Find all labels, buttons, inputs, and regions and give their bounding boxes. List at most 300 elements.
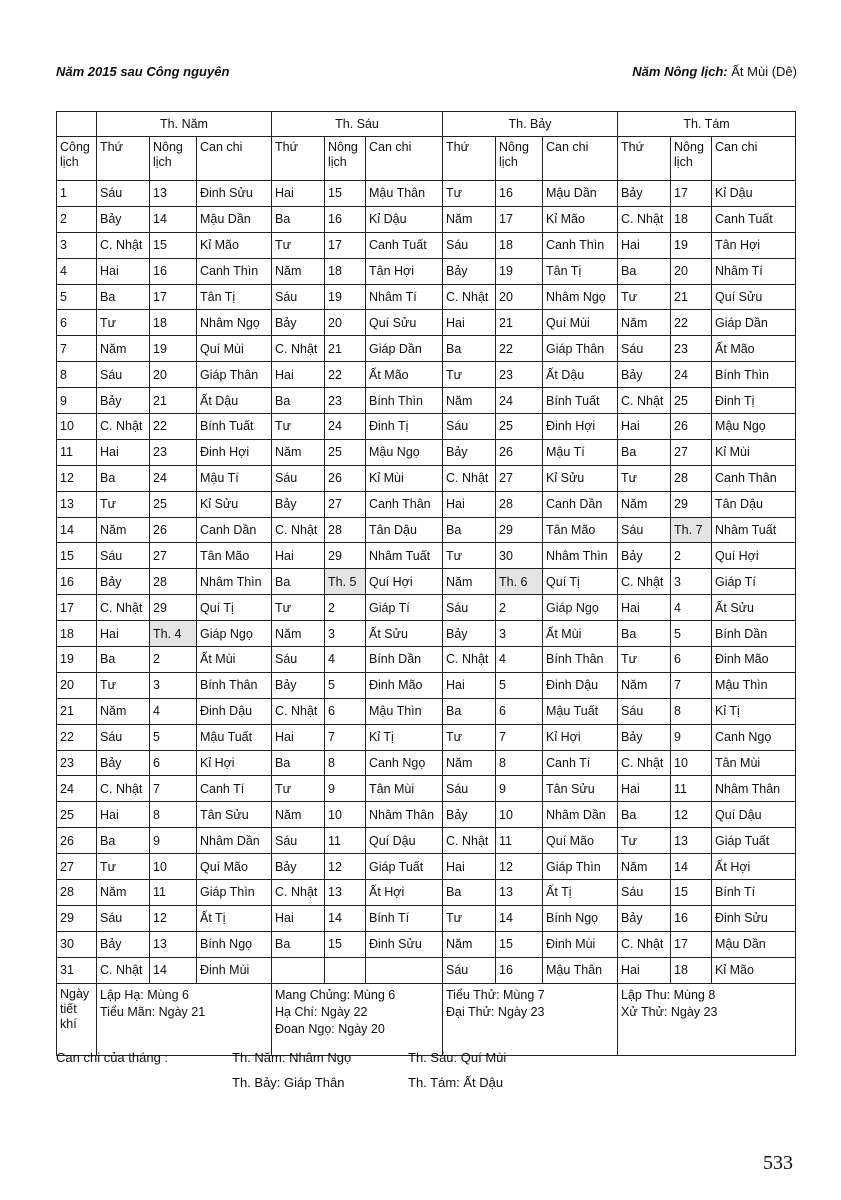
can-chi-cell: Mậu Dần xyxy=(543,181,618,207)
weekday-cell: Ba xyxy=(272,569,325,595)
lunar-day-cell: 5 xyxy=(325,672,366,698)
can-chi-header: Can chi xyxy=(543,137,618,181)
weekday-cell: Bảy xyxy=(272,672,325,698)
weekday-cell: Ba xyxy=(97,284,150,310)
calendar-table xyxy=(56,111,796,1056)
weekday-cell: Hai xyxy=(272,362,325,388)
weekday-cell: Ba xyxy=(443,336,496,362)
lunar-day-cell: 14 xyxy=(150,206,197,232)
can-chi-cell: Ất Sửu xyxy=(366,621,443,647)
weekday-cell: Tư xyxy=(618,284,671,310)
can-chi-cell: Giáp Ngọ xyxy=(543,595,618,621)
can-chi-cell: Canh Ngọ xyxy=(712,724,796,750)
lunar-day-cell: 25 xyxy=(150,491,197,517)
weekday-cell: Ba xyxy=(272,931,325,957)
weekday-cell: Ba xyxy=(97,647,150,673)
weekday-cell: Sáu xyxy=(618,698,671,724)
lunar-day-cell: 24 xyxy=(325,414,366,440)
lunar-day-header: Nông lịch xyxy=(150,137,197,181)
can-chi-cell: Nhâm Dần xyxy=(543,802,618,828)
solar-day-cell: 9 xyxy=(57,388,97,414)
table-row xyxy=(57,517,796,543)
lunar-day-cell: 11 xyxy=(150,880,197,906)
solar-day-cell: 16 xyxy=(57,569,97,595)
can-chi-cell: Quí Mão xyxy=(197,854,272,880)
can-chi-cell: Mậu Dần xyxy=(197,206,272,232)
table-row xyxy=(57,336,796,362)
can-chi-cell: Canh Tuất xyxy=(712,206,796,232)
table-row xyxy=(57,957,796,983)
lunar-day-cell: 12 xyxy=(150,905,197,931)
can-chi-cell: Kỉ Dậu xyxy=(366,206,443,232)
can-chi-cell: Bính Thìn xyxy=(366,388,443,414)
solar-day-cell: 29 xyxy=(57,905,97,931)
lunar-day-cell: 29 xyxy=(150,595,197,621)
lunar-day-cell: 13 xyxy=(150,931,197,957)
can-chi-cell: Đinh Mão xyxy=(712,647,796,673)
lunar-day-cell: 5 xyxy=(671,621,712,647)
weekday-cell: Hai xyxy=(443,854,496,880)
lunar-year-label: Năm Nông lịch: xyxy=(632,64,728,79)
can-chi-cell: Giáp Tí xyxy=(712,569,796,595)
can-chi-cell: Giáp Ngọ xyxy=(197,621,272,647)
weekday-cell: Bảy xyxy=(97,388,150,414)
solar-day-cell: 30 xyxy=(57,931,97,957)
lunar-day-cell: Th. 4 xyxy=(150,621,197,647)
can-chi-cell: Quí Sửu xyxy=(712,284,796,310)
lunar-year-value: Ất Mùi (Dê) xyxy=(731,64,797,79)
can-chi-cell: Kỉ Mùi xyxy=(712,439,796,465)
page-number: 533 xyxy=(763,1152,793,1174)
lunar-day-cell: 8 xyxy=(325,750,366,776)
can-chi-cell: Kỉ Hợi xyxy=(543,724,618,750)
lunar-day-cell: 28 xyxy=(496,491,543,517)
table-row xyxy=(57,698,796,724)
weekday-cell: Ba xyxy=(618,802,671,828)
weekday-cell: Hai xyxy=(443,310,496,336)
can-chi-cell: Kỉ Tị xyxy=(712,698,796,724)
tiet-khi-item: Lập Hạ: Mùng 6 xyxy=(100,987,189,1002)
weekday-cell: Bảy xyxy=(618,724,671,750)
weekday-cell: Sáu xyxy=(97,905,150,931)
can-chi-cell: Nhâm Ngọ xyxy=(543,284,618,310)
can-chi-header: Can chi xyxy=(366,137,443,181)
can-chi-cell: Canh Thìn xyxy=(543,232,618,258)
lunar-day-cell: 16 xyxy=(671,905,712,931)
tiet-khi-item: Đại Thử: Ngày 23 xyxy=(446,1004,545,1019)
weekday-cell: Bảy xyxy=(618,905,671,931)
weekday-cell: Bảy xyxy=(97,569,150,595)
weekday-cell: Tư xyxy=(443,905,496,931)
weekday-cell: C. Nhật xyxy=(97,232,150,258)
lunar-day-cell: 22 xyxy=(325,362,366,388)
weekday-cell: Năm xyxy=(443,388,496,414)
weekday-header: Thứ xyxy=(272,137,325,181)
solar-day-cell: 24 xyxy=(57,776,97,802)
weekday-cell: Năm xyxy=(443,931,496,957)
weekday-cell xyxy=(272,957,325,983)
month-header: Th. Sáu xyxy=(272,112,443,137)
can-chi-cell: Giáp Thân xyxy=(543,336,618,362)
weekday-cell: Ba xyxy=(272,750,325,776)
weekday-cell: Ba xyxy=(443,698,496,724)
can-chi-cell: Nhâm Thìn xyxy=(543,543,618,569)
weekday-cell: Bảy xyxy=(618,362,671,388)
weekday-cell: Năm xyxy=(618,854,671,880)
weekday-cell: C. Nhật xyxy=(443,828,496,854)
lunar-day-cell: 24 xyxy=(496,388,543,414)
lunar-day-cell: 9 xyxy=(150,828,197,854)
lunar-day-cell: 20 xyxy=(150,362,197,388)
weekday-cell: Bảy xyxy=(97,206,150,232)
column-header-row xyxy=(57,137,796,181)
lunar-day-cell: 23 xyxy=(150,439,197,465)
can-chi-cell: Đinh Tị xyxy=(712,388,796,414)
can-chi-cell: Canh Thân xyxy=(712,465,796,491)
lunar-day-cell: 6 xyxy=(325,698,366,724)
can-chi-cell: Nhâm Tuất xyxy=(712,517,796,543)
lunar-day-cell: Th. 7 xyxy=(671,517,712,543)
lunar-day-cell: 8 xyxy=(496,750,543,776)
weekday-cell: Tư xyxy=(272,595,325,621)
lunar-day-cell: 25 xyxy=(671,388,712,414)
lunar-day-cell: 7 xyxy=(325,724,366,750)
solar-day-cell: 25 xyxy=(57,802,97,828)
can-chi-cell xyxy=(366,957,443,983)
weekday-cell: Năm xyxy=(618,491,671,517)
weekday-cell: Hai xyxy=(272,905,325,931)
lunar-day-cell: 19 xyxy=(496,258,543,284)
lunar-day-cell: 14 xyxy=(496,905,543,931)
can-chi-cell: Nhâm Tuất xyxy=(366,543,443,569)
lunar-day-header: Nông lịch xyxy=(496,137,543,181)
can-chi-cell: Ất Mùi xyxy=(543,621,618,647)
can-chi-cell: Ất Dậu xyxy=(197,388,272,414)
lunar-day-cell: 29 xyxy=(671,491,712,517)
table-row xyxy=(57,362,796,388)
lunar-day-cell: 10 xyxy=(150,854,197,880)
lunar-day-cell: 13 xyxy=(150,181,197,207)
lunar-day-cell: 17 xyxy=(671,931,712,957)
table-row xyxy=(57,672,796,698)
lunar-day-cell: 28 xyxy=(671,465,712,491)
table-row xyxy=(57,465,796,491)
lunar-day-cell: 29 xyxy=(325,543,366,569)
solar-day-cell: 20 xyxy=(57,672,97,698)
lunar-day-cell: 17 xyxy=(325,232,366,258)
lunar-day-cell: 26 xyxy=(671,414,712,440)
lunar-day-cell: 28 xyxy=(325,517,366,543)
lunar-day-cell: 4 xyxy=(496,647,543,673)
can-chi-cell: Nhâm Thân xyxy=(712,776,796,802)
lunar-day-cell: 17 xyxy=(671,181,712,207)
solar-day-cell: 6 xyxy=(57,310,97,336)
weekday-cell: Ba xyxy=(618,258,671,284)
can-chi-cell: Tân Hợi xyxy=(712,232,796,258)
tiet-khi-item: Hạ Chí: Ngày 22 xyxy=(275,1004,368,1019)
tiet-khi-item: Mang Chủng: Mùng 6 xyxy=(275,987,396,1002)
lunar-day-cell: 5 xyxy=(496,672,543,698)
lunar-day-cell: 23 xyxy=(325,388,366,414)
weekday-cell: Năm xyxy=(97,880,150,906)
can-chi-cell: Mậu Tí xyxy=(543,439,618,465)
can-chi-cell: Đinh Dậu xyxy=(197,698,272,724)
weekday-cell: C. Nhật xyxy=(618,931,671,957)
solar-day-cell: 4 xyxy=(57,258,97,284)
lunar-day-cell: 4 xyxy=(325,647,366,673)
table-row xyxy=(57,439,796,465)
can-chi-cell: Quí Sửu xyxy=(366,310,443,336)
can-chi-cell: Quí Mão xyxy=(543,828,618,854)
weekday-cell: Năm xyxy=(97,336,150,362)
table-row xyxy=(57,388,796,414)
can-chi-cell: Kỉ Mão xyxy=(712,957,796,983)
table-row xyxy=(57,854,796,880)
table-row xyxy=(57,621,796,647)
lunar-day-cell: 14 xyxy=(150,957,197,983)
can-chi-cell: Đinh Hợi xyxy=(197,439,272,465)
weekday-cell: Sáu xyxy=(272,647,325,673)
solar-day-cell: 1 xyxy=(57,181,97,207)
weekday-cell: Hai xyxy=(618,414,671,440)
can-chi-cell: Quí Tị xyxy=(197,595,272,621)
lunar-day-cell: 3 xyxy=(671,569,712,595)
can-chi-cell: Mậu Ngọ xyxy=(712,414,796,440)
lunar-day-cell: 18 xyxy=(325,258,366,284)
table-row xyxy=(57,905,796,931)
lunar-day-cell: 15 xyxy=(671,880,712,906)
can-chi-cell: Bính Tuất xyxy=(197,414,272,440)
lunar-day-cell: 7 xyxy=(671,672,712,698)
can-chi-cell: Ất Tị xyxy=(197,905,272,931)
can-chi-cell: Giáp Dần xyxy=(712,310,796,336)
weekday-cell: Bảy xyxy=(443,439,496,465)
can-chi-cell: Kỉ Sửu xyxy=(197,491,272,517)
can-chi-cell: Tân Tị xyxy=(543,258,618,284)
weekday-cell: Tư xyxy=(97,310,150,336)
can-chi-cell: Quí Dậu xyxy=(366,828,443,854)
lunar-day-cell: 7 xyxy=(496,724,543,750)
lunar-day-cell: 20 xyxy=(671,258,712,284)
weekday-cell: Sáu xyxy=(443,776,496,802)
weekday-header: Thứ xyxy=(618,137,671,181)
weekday-cell: Bảy xyxy=(443,802,496,828)
lunar-day-cell: 2 xyxy=(671,543,712,569)
lunar-day-cell: 5 xyxy=(150,724,197,750)
weekday-cell: Tư xyxy=(443,362,496,388)
can-chi-cell: Mậu Tuất xyxy=(197,724,272,750)
weekday-cell: C. Nhật xyxy=(618,388,671,414)
lunar-day-cell: 28 xyxy=(150,569,197,595)
can-chi-cell: Kỉ Sửu xyxy=(543,465,618,491)
can-chi-cell: Bính Thìn xyxy=(712,362,796,388)
can-chi-cell: Canh Tí xyxy=(197,776,272,802)
lunar-day-cell: 10 xyxy=(325,802,366,828)
lunar-day-cell: 15 xyxy=(150,232,197,258)
table-row xyxy=(57,776,796,802)
weekday-cell: Tư xyxy=(443,181,496,207)
weekday-cell: Hai xyxy=(97,621,150,647)
can-chi-cell: Quí Hợi xyxy=(366,569,443,595)
lunar-day-cell: 9 xyxy=(325,776,366,802)
lunar-day-cell: 25 xyxy=(325,439,366,465)
table-row xyxy=(57,647,796,673)
tiet-khi-item: Lập Thu: Mùng 8 xyxy=(621,987,716,1002)
can-chi-cell: Bính Thân xyxy=(197,672,272,698)
can-chi-cell: Kỉ Mùi xyxy=(366,465,443,491)
weekday-cell: Tư xyxy=(443,724,496,750)
weekday-cell: Bảy xyxy=(272,854,325,880)
can-chi-cell: Tân Dậu xyxy=(366,517,443,543)
month-header-row xyxy=(57,112,796,137)
lunar-day-cell: 2 xyxy=(496,595,543,621)
lunar-day-cell: 30 xyxy=(496,543,543,569)
can-chi-cell: Bính Dần xyxy=(366,647,443,673)
lunar-day-cell: 18 xyxy=(671,957,712,983)
can-chi-cell: Nhâm Dần xyxy=(197,828,272,854)
table-row xyxy=(57,206,796,232)
weekday-cell: Tư xyxy=(97,854,150,880)
can-chi-cell: Giáp Dần xyxy=(366,336,443,362)
weekday-cell: Tư xyxy=(272,776,325,802)
can-chi-cell: Ất Mão xyxy=(712,336,796,362)
solar-day-cell: 19 xyxy=(57,647,97,673)
weekday-cell: Ba xyxy=(443,517,496,543)
can-chi-cell: Quí Mùi xyxy=(197,336,272,362)
solar-day-cell: 13 xyxy=(57,491,97,517)
weekday-cell: C. Nhật xyxy=(272,880,325,906)
weekday-cell: Năm xyxy=(272,439,325,465)
lunar-day-cell: 19 xyxy=(671,232,712,258)
weekday-cell: Sáu xyxy=(443,595,496,621)
lunar-day-cell: 12 xyxy=(496,854,543,880)
can-chi-cell: Tân Hợi xyxy=(366,258,443,284)
tiet-khi-item: Tiểu Mãn: Ngày 21 xyxy=(100,1004,206,1019)
can-chi-cell: Bính Tuất xyxy=(543,388,618,414)
table-row xyxy=(57,802,796,828)
can-chi-cell: Nhâm Thân xyxy=(366,802,443,828)
can-chi-cell: Giáp Tuất xyxy=(366,854,443,880)
weekday-cell: Sáu xyxy=(618,880,671,906)
lunar-day-cell: 27 xyxy=(150,543,197,569)
solar-day-cell: 5 xyxy=(57,284,97,310)
weekday-cell: C. Nhật xyxy=(97,414,150,440)
lunar-day-cell: 6 xyxy=(671,647,712,673)
tiet-khi-item: Tiểu Thử: Mùng 7 xyxy=(446,987,545,1002)
weekday-cell: Hai xyxy=(443,491,496,517)
lunar-day-cell: 12 xyxy=(325,854,366,880)
lunar-day-cell: 10 xyxy=(496,802,543,828)
lunar-day-cell: 11 xyxy=(325,828,366,854)
weekday-cell: Sáu xyxy=(272,828,325,854)
lunar-day-cell: Th. 5 xyxy=(325,569,366,595)
weekday-cell: Hai xyxy=(272,543,325,569)
lunar-day-cell: 16 xyxy=(496,181,543,207)
solar-day-cell: 27 xyxy=(57,854,97,880)
can-chi-cell: Mậu Tí xyxy=(197,465,272,491)
weekday-cell: Bảy xyxy=(97,750,150,776)
lunar-day-cell: 27 xyxy=(671,439,712,465)
can-chi-cell: Bính Ngọ xyxy=(197,931,272,957)
can-chi-cell: Ất Mùi xyxy=(197,647,272,673)
weekday-cell: Ba xyxy=(97,828,150,854)
summary-item: Th. Tám: Ất Dậu xyxy=(408,1075,504,1090)
lunar-day-cell: 24 xyxy=(150,465,197,491)
can-chi-cell: Đinh Tị xyxy=(366,414,443,440)
lunar-day-cell: 4 xyxy=(671,595,712,621)
lunar-day-cell: 15 xyxy=(496,931,543,957)
weekday-cell: C. Nhật xyxy=(443,284,496,310)
tiet-khi-label: Ngày tiết khí xyxy=(57,983,97,1055)
corner-cell xyxy=(57,112,97,137)
can-chi-cell: Canh Ngọ xyxy=(366,750,443,776)
can-chi-cell: Mậu Thìn xyxy=(366,698,443,724)
weekday-cell: Hai xyxy=(618,776,671,802)
solar-day-cell: 15 xyxy=(57,543,97,569)
table-row xyxy=(57,310,796,336)
weekday-cell: C. Nhật xyxy=(443,465,496,491)
tiet-khi-cell xyxy=(618,983,796,1055)
month-header: Th. Năm xyxy=(97,112,272,137)
weekday-cell: C. Nhật xyxy=(272,698,325,724)
weekday-cell: Hai xyxy=(97,802,150,828)
can-chi-cell: Bính Thân xyxy=(543,647,618,673)
can-chi-cell: Giáp Thìn xyxy=(197,880,272,906)
solar-day-cell: 22 xyxy=(57,724,97,750)
table-row xyxy=(57,931,796,957)
can-chi-cell: Mậu Ngọ xyxy=(366,439,443,465)
table-row xyxy=(57,569,796,595)
lunar-day-cell: 4 xyxy=(150,698,197,724)
weekday-cell: Năm xyxy=(97,698,150,724)
can-chi-cell: Nhâm Thìn xyxy=(197,569,272,595)
lunar-day-cell: 27 xyxy=(325,491,366,517)
solar-day-cell: 23 xyxy=(57,750,97,776)
month-header: Th. Tám xyxy=(618,112,796,137)
can-chi-cell: Bính Tí xyxy=(366,905,443,931)
can-chi-cell: Tân Dậu xyxy=(712,491,796,517)
can-chi-cell: Ất Dậu xyxy=(543,362,618,388)
can-chi-cell: Mậu Thân xyxy=(543,957,618,983)
table-row xyxy=(57,491,796,517)
lunar-day-cell: 18 xyxy=(496,232,543,258)
lunar-day-cell: 6 xyxy=(496,698,543,724)
lunar-day-cell: 26 xyxy=(150,517,197,543)
lunar-day-cell: 25 xyxy=(496,414,543,440)
weekday-cell: Sáu xyxy=(618,336,671,362)
lunar-day-cell: 14 xyxy=(325,905,366,931)
can-chi-cell: Đinh Sửu xyxy=(366,931,443,957)
lunar-day-cell: 22 xyxy=(496,336,543,362)
can-chi-cell: Ất Sửu xyxy=(712,595,796,621)
calendar-body xyxy=(57,181,796,1056)
tiet-khi-row xyxy=(57,983,796,1055)
can-chi-cell: Tân Sửu xyxy=(197,802,272,828)
lunar-day-cell: 7 xyxy=(150,776,197,802)
lunar-day-cell: 21 xyxy=(325,336,366,362)
can-chi-cell: Đinh Hợi xyxy=(543,414,618,440)
tiet-khi-item: Đoan Ngọ: Ngày 20 xyxy=(275,1021,385,1036)
weekday-cell: Sáu xyxy=(443,232,496,258)
solar-day-cell: 12 xyxy=(57,465,97,491)
lunar-day-cell: 9 xyxy=(496,776,543,802)
can-chi-cell: Kỉ Dậu xyxy=(712,181,796,207)
can-chi-cell: Mậu Dần xyxy=(712,931,796,957)
lunar-day-cell: 17 xyxy=(496,206,543,232)
summary-item: Th. Bảy: Giáp Thân xyxy=(232,1075,345,1090)
summary-item: Th. Năm: Nhâm Ngọ xyxy=(232,1050,352,1065)
lunar-day-cell: 18 xyxy=(150,310,197,336)
